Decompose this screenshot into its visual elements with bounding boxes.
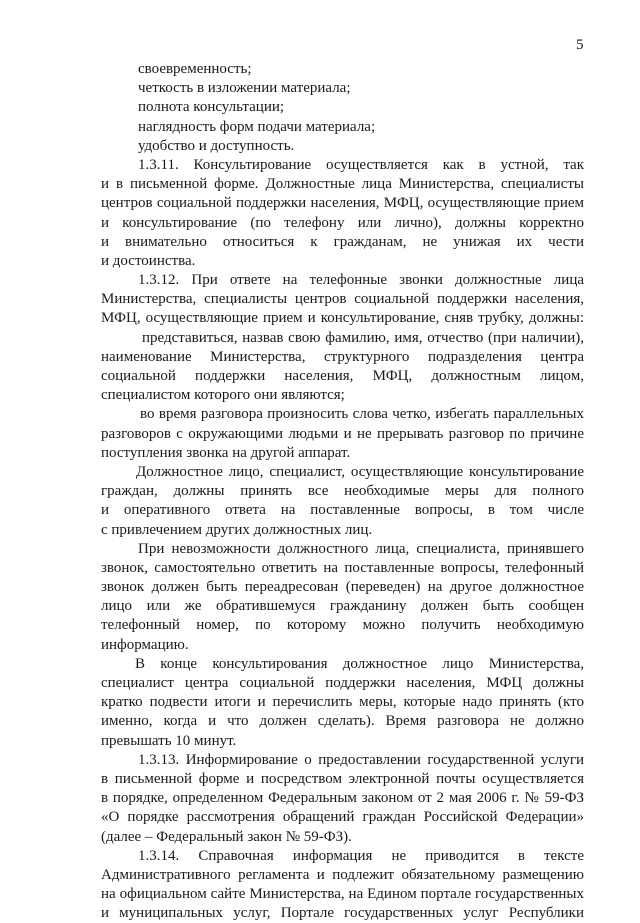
text-line: и оперативного ответа на поставленные вопросы, в том числе [101,502,584,519]
text-line: в письменной форме и посредством электронной почты осуществляется [101,770,584,787]
text-line: центров социальной поддержки населения, МФЦ, осуществляющие прием [101,195,584,212]
text-line: 1.3.12. При ответе на телефонные звонки должностные лица [138,272,584,289]
text-line: звонок, самостоятельно ответить на поставленные вопросы, телефонный [101,559,584,576]
text-line: МФЦ, осуществляющие прием и консультирование, сняв трубку, должны: [101,310,584,327]
text-line: 1.3.11. Консультирование осуществляется как в устной, так [138,156,584,173]
text-line: представиться, назвав свою фамилию, имя, отчество (при наличии), [142,329,584,346]
text-line: 1.3.14. Справочная информация не приводится в тексте [138,847,584,864]
text-line: разговоров с окружающими людьми и не прерывать разговор по причине [101,425,584,442]
text-line: своевременность; [138,61,252,77]
text-line: информацию. [101,636,189,653]
text-line: Административного регламента и подлежит обязательному размещению [101,866,584,883]
text-line: наглядность форм подачи материала; [138,118,376,135]
text-line: лицо или же обратившемуся гражданину должен быть сообщен [101,598,584,615]
text-line: удобство и доступность. [138,137,295,154]
text-line: с привлечением других должностных лиц. [101,521,373,538]
text-line: специалистом которого они являются; [101,387,345,404]
text-line: «О порядке рассмотрения обращений граждан Российской Федерации» [101,809,584,826]
text-line: Министерства, специалисты центров социальной поддержки населения, [101,291,584,308]
text-line: полнота консультации; [138,99,285,116]
document-body [101,60,584,923]
text-line: (далее – Федеральный закон № 59-ФЗ). [101,828,352,845]
text-line: четкость в изложении материала; [138,80,351,97]
text-line: и в письменной форме. Должностные лица Министерства, специалисты [101,176,584,193]
text-line: наименование Министерства, структурного подразделения центра [101,348,584,365]
text-line: 1.3.13. Информирование о предоставлении государственной услуги [138,751,584,768]
text-line: и муниципальных услуг, Портале государственных услуг Республики [101,905,584,922]
text-line: кратко подвести итоги и перечислить меры, которые надо принять (кто [101,694,584,711]
text-line: телефонный номер, по которому можно получить необходимую [101,617,584,634]
text-line: именно, когда и что должен сделать). Время разговора не должно [101,713,584,730]
text-line: во время разговора произносить слова четко, избегать параллельных [140,406,584,423]
text-line: звонок должен быть переадресован (переведен) на другое должностное [101,579,584,596]
text-line: Должностное лицо, специалист, осуществляющие консультирование [136,463,584,480]
text-line: в порядке, определенном Федеральным законом от 2 мая 2006 г. № 59-ФЗ [101,790,584,807]
text-line: социальной поддержки населения, МФЦ, должностным лицом, [101,368,584,384]
text-line: При невозможности должностного лица, специалиста, принявшего [138,540,584,557]
text-line: и внимательно относиться к гражданам, не унижая их чести [101,233,584,250]
text-line: и консультирование (по телефону или лично), должны корректно [101,214,584,231]
text-line: превышать 10 минут. [101,732,237,749]
text-line: на официальном сайте Министерства, на Едином портале государственных [101,886,584,903]
text-line: и достоинства. [101,252,196,269]
page-number: 5 [576,37,584,53]
text-line: поступления звонка на другой аппарат. [101,444,351,461]
text-line: специалист центра социальной поддержки населения, МФЦ должны [101,675,584,691]
text-line: В конце консультирования должностное лицо Министерства, [135,655,584,672]
text-line: граждан, должны принять все необходимые меры для полного [101,483,584,500]
